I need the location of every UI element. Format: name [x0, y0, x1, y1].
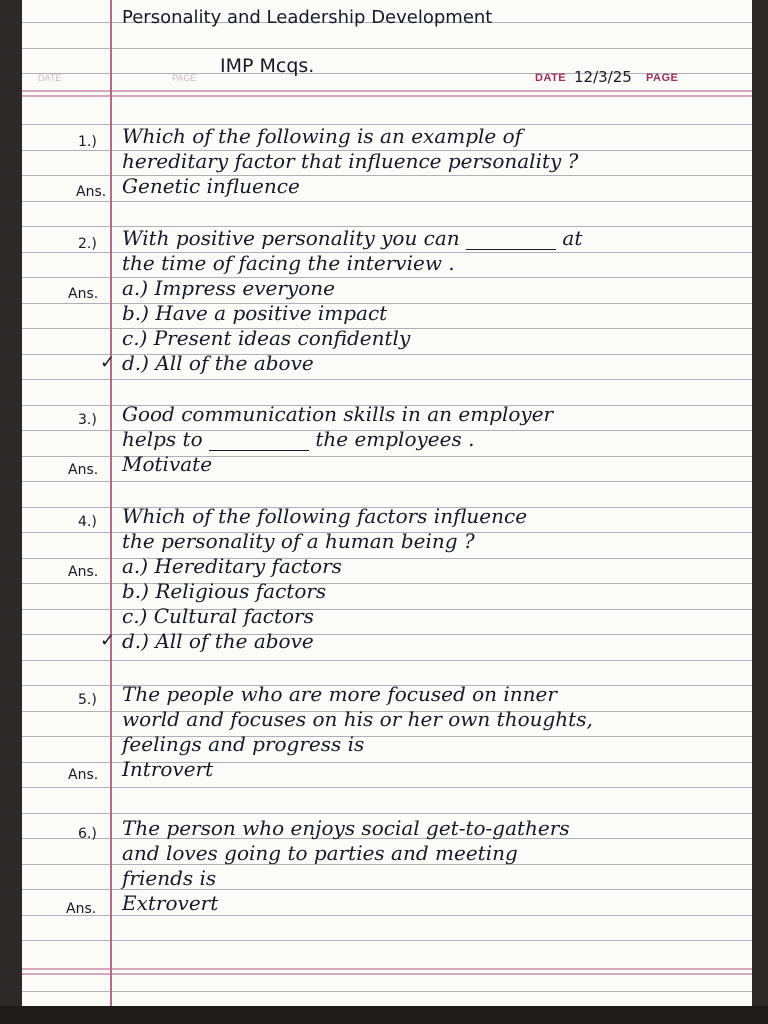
option-text: b.) Religious factors [122, 579, 327, 603]
question-text-line: feelings and progress is [122, 732, 365, 756]
question-text-line: hereditary factor that influence personality ? [122, 149, 579, 173]
fill-in-blank [209, 450, 309, 451]
question-text-line [122, 427, 474, 451]
question-number: 1.) [78, 134, 97, 150]
faint-page-print: PAGE [172, 73, 197, 83]
question-text-part: With positive personality you can [122, 226, 460, 250]
option-text: c.) Cultural factors [122, 604, 314, 628]
page-title: Personality and Leadership Development [122, 7, 493, 28]
answer-text: Motivate [122, 452, 213, 476]
answer-text: Introvert [122, 757, 214, 781]
question-text-line: the time of facing the interview . [122, 251, 455, 275]
answer-label: Ans. [76, 184, 107, 200]
answer-label: Ans. [68, 462, 99, 478]
page-label: PAGE [646, 72, 679, 84]
fill-in-blank [466, 249, 556, 250]
option-text: b.) Have a positive impact [122, 301, 388, 325]
option-text: c.) Present ideas confidently [122, 326, 411, 350]
question-number: 3.) [78, 412, 97, 428]
option-text: a.) Impress everyone [122, 276, 335, 300]
ruled-line [22, 940, 752, 941]
question-text-line: Which of the following factors influence [122, 504, 528, 528]
answer-text: Extrovert [122, 891, 219, 915]
faint-date-print: DATE [38, 73, 62, 83]
table-surface [0, 1006, 768, 1024]
ruled-line [22, 915, 752, 916]
answer-text: Genetic influence [122, 174, 300, 198]
ruled-line [22, 991, 752, 992]
ruled-line [22, 813, 752, 814]
answer-label: Ans. [66, 901, 97, 917]
question-text-part: helps to [122, 427, 203, 451]
header-rule-bottom [22, 95, 752, 97]
ruled-line [22, 73, 752, 74]
tick-mark: ✓ [100, 630, 116, 651]
page-subtitle: IMP Mcqs. [220, 55, 315, 77]
question-text-line: and loves going to parties and meeting [122, 841, 518, 865]
question-text-line: The person who enjoys social get-to-gathers [122, 816, 570, 840]
ruled-line [22, 48, 752, 49]
question-text-part: the employees . [315, 427, 475, 451]
footer-rule-top [22, 968, 752, 970]
option-text: d.) All of the above [122, 351, 314, 375]
answer-label: Ans. [68, 286, 99, 302]
margin-line [110, 0, 112, 1024]
question-number: 5.) [78, 692, 97, 708]
question-text-line: The people who are more focused on inner [122, 682, 557, 706]
question-text-line [122, 226, 582, 250]
ruled-line [22, 787, 752, 788]
ruled-line [22, 201, 752, 202]
header-rule-top [22, 90, 752, 92]
tick-mark: ✓ [100, 352, 116, 373]
answer-label: Ans. [68, 767, 99, 783]
ruled-line [22, 660, 752, 661]
question-text-line: friends is [122, 866, 217, 890]
date-value: 12/3/25 [574, 68, 632, 86]
question-text-line: the personality of a human being ? [122, 529, 475, 553]
ruled-line [22, 379, 752, 380]
ruled-line [22, 481, 752, 482]
question-text-line: Good communication skills in an employer [122, 402, 554, 426]
option-text: d.) All of the above [122, 629, 314, 653]
footer-rule-bottom [22, 973, 752, 975]
notebook-page [22, 0, 752, 1024]
question-number: 4.) [78, 514, 97, 530]
answer-label: Ans. [68, 564, 99, 580]
question-number: 2.) [78, 236, 97, 252]
question-text-line: world and focuses on his or her own thoughts, [122, 707, 593, 731]
question-number: 6.) [78, 826, 97, 842]
question-text-line: Which of the following is an example of [122, 124, 523, 148]
question-text-part: at [562, 226, 583, 250]
date-label: DATE [535, 72, 567, 84]
option-text: a.) Hereditary factors [122, 554, 342, 578]
